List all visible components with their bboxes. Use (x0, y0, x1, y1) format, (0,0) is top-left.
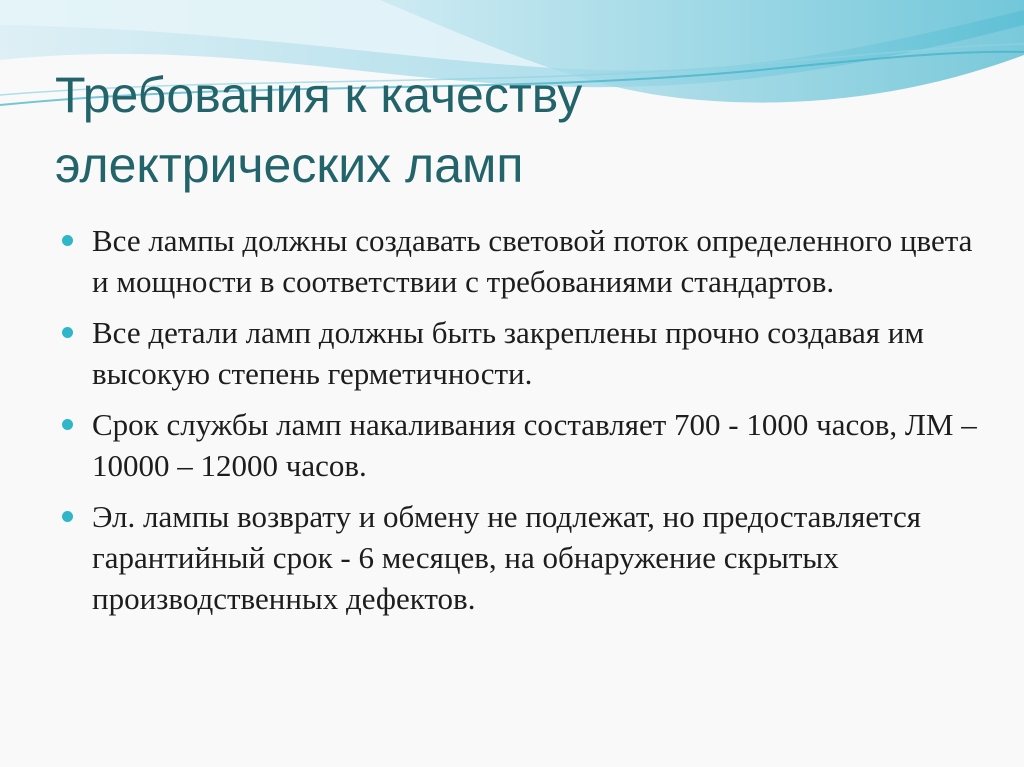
list-item-text: Все лампы должны создавать световой поток определенного цвета и мощности в соответствии с требованиями стандартов. (92, 223, 973, 299)
title-line-1: Требования к качеству (55, 67, 583, 123)
list-item (60, 220, 980, 302)
bullet-dot-icon (62, 419, 73, 430)
slide-title (55, 60, 995, 200)
bullet-dot-icon (62, 511, 73, 522)
list-item-text: Все детали ламп должны быть закреплены прочно создавая им высокую степень герметичности. (92, 315, 924, 391)
bullet-dot-icon (62, 327, 73, 338)
bullet-dot-icon (62, 235, 73, 246)
list-item (60, 404, 980, 486)
list-item-text: Эл. лампы возврату и обмену не подлежат, но предоставляется гарантийный срок - 6 месяцев, на обнаружение скрытых производственных дефектов. (92, 499, 922, 616)
list-item (60, 496, 980, 619)
list-item (60, 312, 980, 394)
list-item-text: Срок службы ламп накаливания составляет 700 - 1000 часов, ЛМ – 10000 – 12000 часов. (92, 407, 977, 483)
title-line-2: электрических ламп (55, 137, 524, 193)
bullet-list (60, 220, 980, 629)
